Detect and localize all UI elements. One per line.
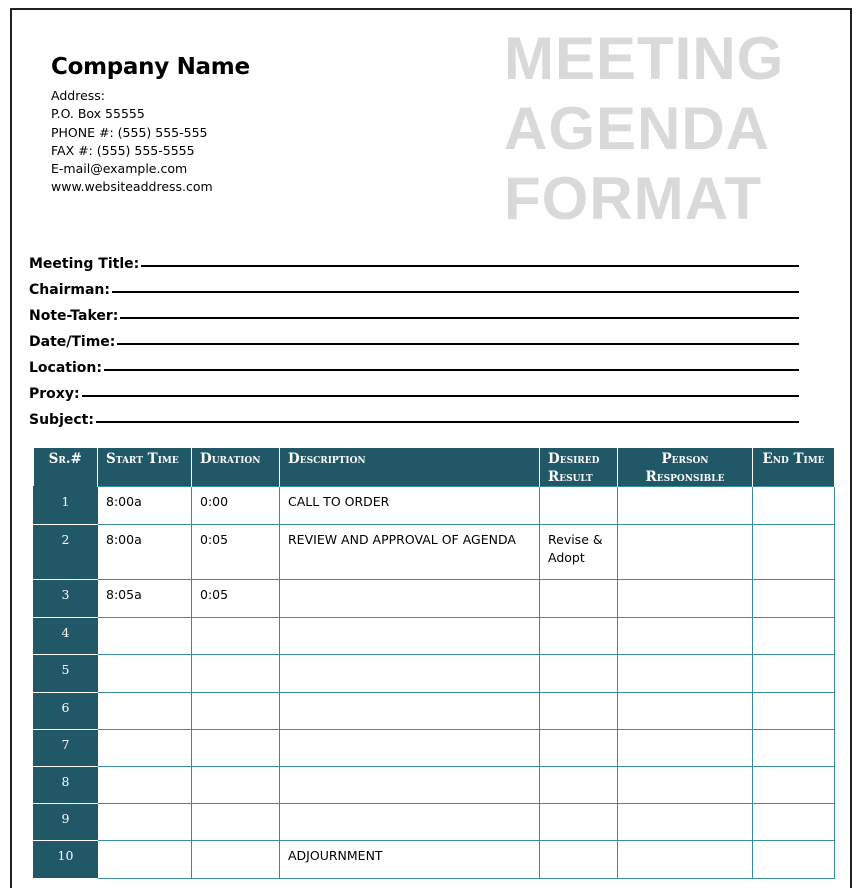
person-responsible-cell[interactable]: [618, 580, 753, 618]
field-label: Location:: [29, 360, 102, 376]
company-email: E-mail@example.com: [51, 161, 188, 177]
row-number: 4: [34, 618, 98, 655]
end-time-cell[interactable]: [753, 487, 835, 525]
duration-cell[interactable]: [192, 618, 280, 655]
description-cell[interactable]: [280, 618, 540, 655]
row-number: 9: [34, 804, 98, 841]
start-time-cell[interactable]: [98, 655, 192, 693]
duration-cell[interactable]: [192, 655, 280, 693]
start-time-cell[interactable]: [98, 730, 192, 767]
field-label: Meeting Title:: [29, 256, 140, 272]
blank-line: [120, 317, 799, 319]
field-label: Chairman:: [29, 282, 110, 298]
company-address-label: Address:: [51, 88, 105, 103]
duration-cell[interactable]: [192, 841, 280, 879]
blank-line: [104, 369, 799, 371]
duration-cell[interactable]: [192, 804, 280, 841]
person-responsible-cell[interactable]: [618, 767, 753, 804]
person-responsible-cell[interactable]: [618, 655, 753, 693]
table-row: [34, 804, 835, 841]
table-row: [34, 767, 835, 804]
description-cell[interactable]: [280, 693, 540, 730]
row-number: 5: [34, 655, 98, 693]
start-time-cell[interactable]: [98, 841, 192, 879]
start-time-cell[interactable]: [98, 804, 192, 841]
header-duration: Duration: [192, 448, 280, 487]
title-line-1: MEETING: [504, 25, 785, 92]
field-note-taker[interactable]: [29, 298, 799, 324]
desired-result-cell[interactable]: Revise & Adopt: [540, 525, 618, 580]
end-time-cell[interactable]: [753, 841, 835, 879]
document-page: [10, 8, 852, 888]
duration-cell[interactable]: 0:05: [192, 525, 280, 580]
header-desired-result: Desired Result: [540, 448, 618, 487]
blank-line: [112, 291, 799, 293]
description-cell[interactable]: [280, 767, 540, 804]
start-time-cell[interactable]: [98, 767, 192, 804]
description-cell[interactable]: CALL TO ORDER: [280, 487, 540, 525]
row-number: 8: [34, 767, 98, 804]
row-number: 3: [34, 580, 98, 618]
row-number: 2: [34, 525, 98, 580]
person-responsible-cell[interactable]: [618, 487, 753, 525]
field-location[interactable]: [29, 350, 799, 376]
table-row: [34, 693, 835, 730]
description-cell[interactable]: REVIEW AND APPROVAL OF AGENDA: [280, 525, 540, 580]
document-title-watermark: [504, 24, 804, 234]
start-time-cell[interactable]: 8:00a: [98, 525, 192, 580]
end-time-cell[interactable]: [753, 580, 835, 618]
person-responsible-cell[interactable]: [618, 804, 753, 841]
company-fax: FAX #: (555) 555-5555: [51, 142, 195, 158]
duration-cell[interactable]: [192, 767, 280, 804]
meeting-fields: [29, 246, 799, 428]
duration-cell[interactable]: 0:05: [192, 580, 280, 618]
field-label: Date/Time:: [29, 334, 116, 350]
duration-cell[interactable]: 0:00: [192, 487, 280, 525]
title-line-3: FORMAT: [504, 165, 763, 232]
field-meeting-title[interactable]: [29, 246, 799, 272]
blank-line: [96, 421, 799, 423]
description-cell[interactable]: ADJOURNMENT: [280, 841, 540, 879]
desired-result-cell[interactable]: [540, 804, 618, 841]
end-time-cell[interactable]: [753, 767, 835, 804]
desired-result-cell[interactable]: [540, 841, 618, 879]
field-chairman[interactable]: [29, 272, 799, 298]
company-po-box: P.O. Box 55555: [51, 106, 145, 122]
table-row: [34, 580, 835, 618]
start-time-cell[interactable]: 8:05a: [98, 580, 192, 618]
desired-result-cell[interactable]: [540, 693, 618, 730]
company-block: [51, 54, 250, 197]
end-time-cell[interactable]: [753, 618, 835, 655]
header-person-responsible: Person Responsible: [618, 448, 753, 487]
person-responsible-cell[interactable]: [618, 730, 753, 767]
start-time-cell[interactable]: [98, 693, 192, 730]
desired-result-cell[interactable]: [540, 618, 618, 655]
field-proxy[interactable]: [29, 376, 799, 402]
company-phone: PHONE #: (555) 555-555: [51, 124, 208, 140]
row-number: 6: [34, 693, 98, 730]
title-line-2: AGENDA: [504, 95, 771, 162]
end-time-cell[interactable]: [753, 804, 835, 841]
table-row: [34, 618, 835, 655]
desired-result-cell[interactable]: [540, 767, 618, 804]
desired-result-cell[interactable]: [540, 655, 618, 693]
desired-result-cell[interactable]: [540, 487, 618, 525]
table-header-row: [34, 448, 835, 487]
field-label: Subject:: [29, 412, 94, 428]
header-sr: Sr.#: [34, 448, 98, 487]
field-subject[interactable]: [29, 402, 799, 428]
table-row: [34, 655, 835, 693]
field-label: Proxy:: [29, 386, 80, 402]
field-label: Note-Taker:: [29, 308, 119, 324]
end-time-cell[interactable]: [753, 693, 835, 730]
header-description: Description: [280, 448, 540, 487]
duration-cell[interactable]: [192, 693, 280, 730]
row-number: 10: [34, 841, 98, 879]
start-time-cell[interactable]: [98, 618, 192, 655]
blank-line: [117, 343, 799, 345]
field-date-time[interactable]: [29, 324, 799, 350]
description-cell[interactable]: [280, 580, 540, 618]
table-row: [34, 525, 835, 580]
agenda-table: [33, 448, 835, 879]
table-row: [34, 841, 835, 879]
header-end-time: End Time: [753, 448, 835, 487]
person-responsible-cell[interactable]: [618, 693, 753, 730]
company-name: Company Name: [51, 54, 250, 80]
person-responsible-cell[interactable]: [618, 525, 753, 580]
end-time-cell[interactable]: [753, 730, 835, 767]
desired-result-cell[interactable]: [540, 580, 618, 618]
end-time-cell[interactable]: [753, 525, 835, 580]
duration-cell[interactable]: [192, 730, 280, 767]
person-responsible-cell[interactable]: [618, 618, 753, 655]
company-website: www.websiteaddress.com: [51, 179, 213, 195]
end-time-cell[interactable]: [753, 655, 835, 693]
blank-line: [141, 265, 799, 267]
description-cell[interactable]: [280, 730, 540, 767]
blank-line: [82, 395, 799, 397]
table-row: [34, 487, 835, 525]
person-responsible-cell[interactable]: [618, 841, 753, 879]
start-time-cell[interactable]: 8:00a: [98, 487, 192, 525]
row-number: 1: [34, 487, 98, 525]
row-number: 7: [34, 730, 98, 767]
header-start-time: Start Time: [98, 448, 192, 487]
description-cell[interactable]: [280, 804, 540, 841]
table-row: [34, 730, 835, 767]
description-cell[interactable]: [280, 655, 540, 693]
desired-result-cell[interactable]: [540, 730, 618, 767]
